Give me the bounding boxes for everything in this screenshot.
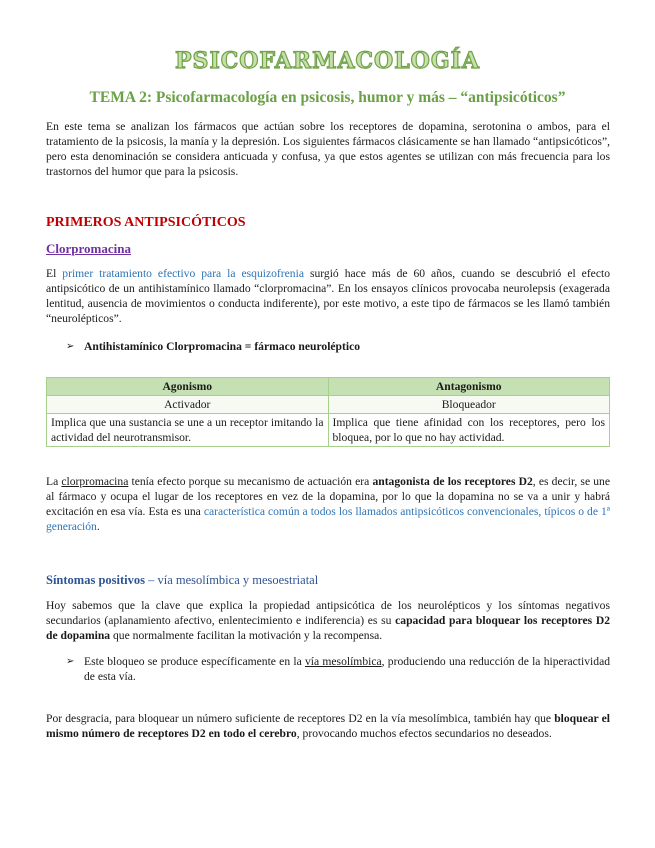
table-header-agonismo: Agonismo [47, 378, 329, 396]
table-row [47, 414, 610, 447]
table-cell: Activador [47, 396, 329, 414]
subheading-clorpromacina: Clorpromacina [46, 241, 131, 256]
mechanism-paragraph: La clorpromacina tenía efecto porque su mecanismo de actuación era antagonista de los receptores D2, es decir, se une al fármaco y ocupa el lugar de los receptores en vez de la dopamina, por lo que la dopamina no se va a unir y habrá excitación en esa vía. Esta es una característica común a todos los llamados antipsicóticos convencionales, típicos o de 1ª generación. [46, 475, 610, 533]
arrow-bullet-icon: ➢ [66, 341, 75, 352]
clorpromacina-paragraph: El primer tratamiento efectivo para la esquizofrenia surgió hace más de 60 años, cuando se descubrió el efecto antipsicótico de un antihistamínico llamado “clorpromacina”. En los ensayos clínicos provocaba neurolepsis (exagerada lentitud, ausencia de movimientos o conducta indiferente), por este motivo, a este tipo de fármacos se les llamó también “neurolépticos”. [46, 267, 610, 325]
highlight-primer-tratamiento: primer tratamiento efectivo para la esquizofrenia [62, 267, 304, 280]
table-row [47, 396, 610, 414]
table-cell: Implica que una sustancia se une a un receptor imitando la actividad del neurotransmisor. [47, 414, 329, 447]
agonism-antagonism-table [46, 377, 610, 447]
document-title: PSICOFARMACOLOGÍA [175, 48, 480, 74]
table-header-antagonismo: Antagonismo [328, 378, 610, 396]
side-effects-paragraph: Por desgracia, para bloquear un número suficiente de receptores D2 en la vía mesolímbica, también hay que bloquear el mismo número de receptores D2 en todo el cerebro, provocando muchos efectos secundarios no deseados. [46, 712, 610, 740]
section-heading-primeros-antipsicoticos: PRIMEROS ANTIPSICÓTICOS [46, 215, 246, 230]
highlight-caracteristica-comun: característica común a todos los llamados antipsicóticos convencionales, típicos o de 1ª generación [46, 505, 610, 533]
table-cell: Bloqueador [328, 396, 610, 414]
bullet-via-mesolimbica: ➢ Este bloqueo se produce específicamente en la vía mesolímbica, produciendo una reducción de la hiperactividad de esta vía. [66, 655, 611, 683]
table-cell: Implica que tiene afinidad con los receptores, pero los bloquea, por lo que no hay actividad. [328, 414, 610, 447]
subheading-sintomas-positivos: Síntomas positivos – vía mesolímbica y mesoestriatal [46, 573, 319, 587]
topic-subtitle: TEMA 2: Psicofarmacología en psicosis, humor y más – “antipsicóticos” [89, 89, 566, 106]
arrow-bullet-icon: ➢ [66, 656, 75, 667]
bullet-antihistaminico: ➢ Antihistamínico Clorpromacina = fármaco neuroléptico [66, 340, 361, 353]
intro-paragraph: En este tema se analizan los fármacos que actúan sobre los receptores de dopamina, serotonina o ambos, para el tratamiento de la psicosis, la manía y la depresión. Los siguientes fármacos clásicamente se han llamado “antipsicóticos”, pero esta denominación se considera anticuada y confusa, ya que estos agentes se utilizan con más frecuencia para los trastornos del humor que para la psicosis. [46, 120, 610, 178]
d2-blocking-paragraph: Hoy sabemos que la clave que explica la propiedad antipsicótica de los neurolépticos y los síntomas negativos secundarios (aplanamiento afectivo, enlentecimiento e indiferencia) es su capacidad para bloquear los receptores D2 de dopamina que normalmente facilitan la motivación y la recompensa. [46, 599, 610, 642]
